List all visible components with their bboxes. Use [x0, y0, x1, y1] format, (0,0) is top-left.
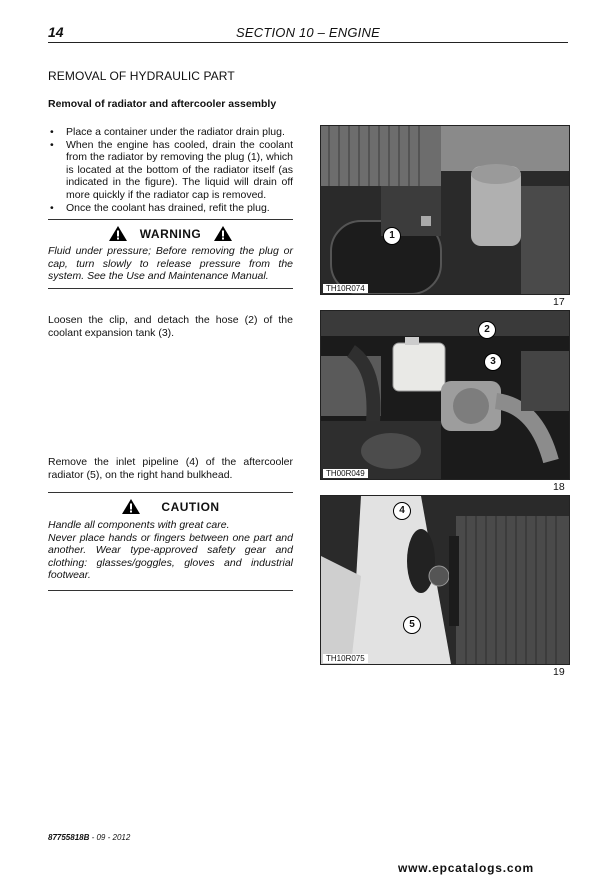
- warning-title: WARNING: [139, 226, 202, 241]
- caution-icon: [121, 498, 141, 515]
- callout-5: 5: [403, 616, 421, 634]
- callout-1: 1: [383, 227, 401, 245]
- figure-number: 17: [553, 296, 565, 308]
- figure-18-photo: [320, 310, 570, 480]
- header-rule: [48, 42, 568, 43]
- warning-top-rule: [48, 219, 293, 220]
- figure-code: TH10R075: [323, 654, 368, 663]
- caution-top-rule: [48, 492, 293, 493]
- callout-3: 3: [484, 353, 502, 371]
- doc-number: 87755818B: [48, 833, 90, 842]
- step-inlet: Remove the inlet pipeline (4) of the aftercooler radiator (5), on the right hand bulkhead.: [48, 456, 293, 481]
- aftercooler-illustration: [321, 496, 569, 664]
- callout-4: 4: [393, 502, 411, 520]
- step-hose: Loosen the clip, and detach the hose (2) of the coolant expansion tank (3).: [48, 314, 293, 339]
- figure-code: TH10R074: [323, 284, 368, 293]
- figure-code: TH00R049: [323, 469, 368, 478]
- footer: [48, 833, 130, 842]
- subheading: Removal of radiator and aftercooler assembly: [48, 98, 277, 110]
- radiator-illustration: [321, 126, 569, 294]
- caution-title: CAUTION: [161, 499, 220, 514]
- page-number: 14: [48, 24, 64, 40]
- figure-17-photo: [320, 125, 570, 295]
- caution-line-2: Never place hands or fingers between one part and another. Wear type-approved safety gear and clothing: glasses/goggles, gloves and industrial footwear.: [48, 531, 293, 582]
- callout-2: 2: [478, 321, 496, 339]
- section-title: SECTION 10 – ENGINE: [236, 25, 380, 40]
- figure-19-photo: [320, 495, 570, 665]
- bullet-item: • When the engine has cooled, drain the coolant from the radiator by removing the plug (1), which is located at the bottom of the radiator itself (as indicated in the figure). The liquid will drain off more quickly if the radiator cap is removed.: [48, 139, 293, 202]
- figure-number: 18: [553, 481, 565, 493]
- watermark-link[interactable]: www.epcatalogs.com: [398, 861, 534, 875]
- caution-bottom-rule: [48, 590, 293, 591]
- warning-icon: [213, 225, 233, 242]
- warning-icon: [108, 225, 128, 242]
- warning-bottom-rule: [48, 288, 293, 289]
- caution-header: [48, 498, 293, 515]
- bullet-item: • Place a container under the radiator drain plug.: [48, 126, 293, 139]
- section-heading: REMOVAL OF HYDRAULIC PART: [48, 69, 235, 83]
- figure-number: 19: [553, 666, 565, 678]
- procedure-bullets: [48, 126, 293, 214]
- warning-header: [48, 225, 293, 242]
- doc-date: - 09 - 2012: [89, 833, 131, 842]
- caution-line-1: Handle all components with great care.: [48, 519, 230, 531]
- bullet-item: • Once the coolant has drained, refit the plug.: [48, 202, 293, 215]
- caution-box: [48, 492, 293, 591]
- engine-bay-illustration: [321, 311, 569, 479]
- warning-box: [48, 219, 293, 289]
- warning-text: Fluid under pressure; Before removing the plug or cap, turn slowly to release pressure from the system. See the Use and Maintenance Manual.: [48, 245, 293, 283]
